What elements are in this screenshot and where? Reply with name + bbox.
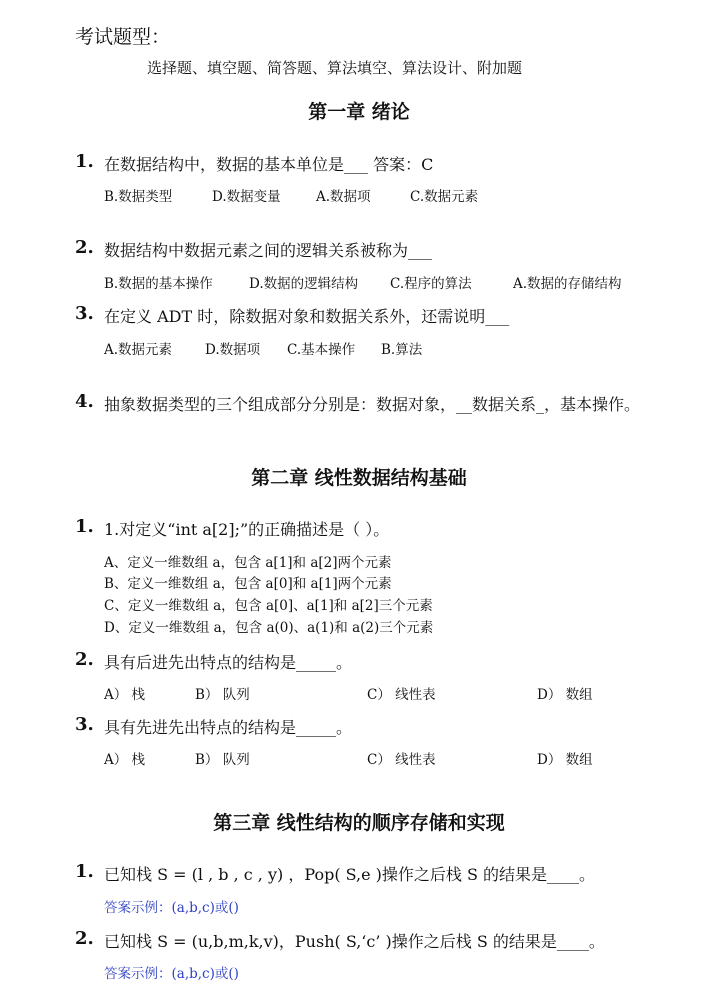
question-number: 4.: [75, 391, 94, 412]
question-text: 已知栈 S = (u,b,m,k,v)，Push( S,‘c’ )操作之后栈 S 的结果是____。: [104, 932, 605, 951]
question-text: 1.对定义“int a[2];”的正确描述是（ ）。: [104, 520, 390, 539]
option: D） 数组: [537, 752, 593, 768]
exam-types-heading: 考试题型：: [75, 26, 171, 48]
option: C.程序的算法: [390, 276, 472, 292]
question-text: 在定义 ADT 时，除数据对象和数据关系外，还需说明___: [104, 307, 510, 326]
option: A.数据元素: [104, 342, 173, 358]
question-number: 2.: [75, 928, 94, 949]
option: C.数据元素: [410, 189, 479, 205]
option: D、定义一维数组 a，包含 a(0)、a(1)和 a(2)三个元素: [104, 620, 434, 636]
option: A） 栈: [104, 687, 146, 703]
option: B） 队列: [195, 752, 250, 768]
question-number: 3.: [75, 714, 94, 735]
option: B.数据类型: [104, 189, 173, 205]
option: A.数据的存储结构: [513, 276, 622, 292]
option: D） 数组: [537, 687, 593, 703]
option: D.数据变量: [212, 189, 281, 205]
question-number: 2.: [75, 649, 94, 670]
option: A.数据项: [316, 189, 371, 205]
option: C） 线性表: [367, 752, 436, 768]
answer-example: 答案示例：(a,b,c)或(): [104, 900, 239, 916]
question-number: 2.: [75, 237, 94, 258]
option: B.数据的基本操作: [104, 276, 213, 292]
question-text: 抽象数据类型的三个组成部分分别是：数据对象，__数据关系_，基本操作。: [104, 395, 641, 414]
option: C） 线性表: [367, 687, 436, 703]
option: B、定义一维数组 a，包含 a[0]和 a[1]两个元素: [104, 576, 392, 592]
question-text: 在数据结构中，数据的基本单位是___ 答案：C: [104, 155, 434, 174]
question-text: 具有后进先出特点的结构是_____。: [104, 653, 353, 672]
option: A） 栈: [104, 752, 146, 768]
question-text: 数据结构中数据元素之间的逻辑关系被称为___: [104, 241, 433, 260]
chapter-2-title: 第二章 线性数据结构基础: [251, 467, 467, 489]
option: D.数据项: [205, 342, 261, 358]
chapter-1-title: 第一章 绪论: [308, 101, 410, 123]
option: C、定义一维数组 a，包含 a[0]、a[1]和 a[2]三个元素: [104, 598, 433, 614]
question-number: 3.: [75, 303, 94, 324]
question-number: 1.: [75, 516, 94, 537]
answer-example: 答案示例：(a,b,c)或(): [104, 966, 239, 982]
option: B） 队列: [195, 687, 250, 703]
option: B.算法: [381, 342, 423, 358]
question-text: 已知栈 S = (l , b , c , y) ，Pop( S,e )操作之后栈 S 的结果是____。: [104, 865, 596, 884]
question-text: 具有先进先出特点的结构是_____。: [104, 718, 353, 737]
option: D.数据的逻辑结构: [249, 276, 359, 292]
option: C.基本操作: [287, 342, 356, 358]
exam-types-list: 选择题、填空题、简答题、算法填空、算法设计、附加题: [147, 59, 523, 77]
option: A、定义一维数组 a，包含 a[1]和 a[2]两个元素: [104, 555, 392, 571]
question-number: 1.: [75, 861, 94, 882]
chapter-3-title: 第三章 线性结构的顺序存储和实现: [213, 812, 505, 834]
question-number: 1.: [75, 151, 94, 172]
